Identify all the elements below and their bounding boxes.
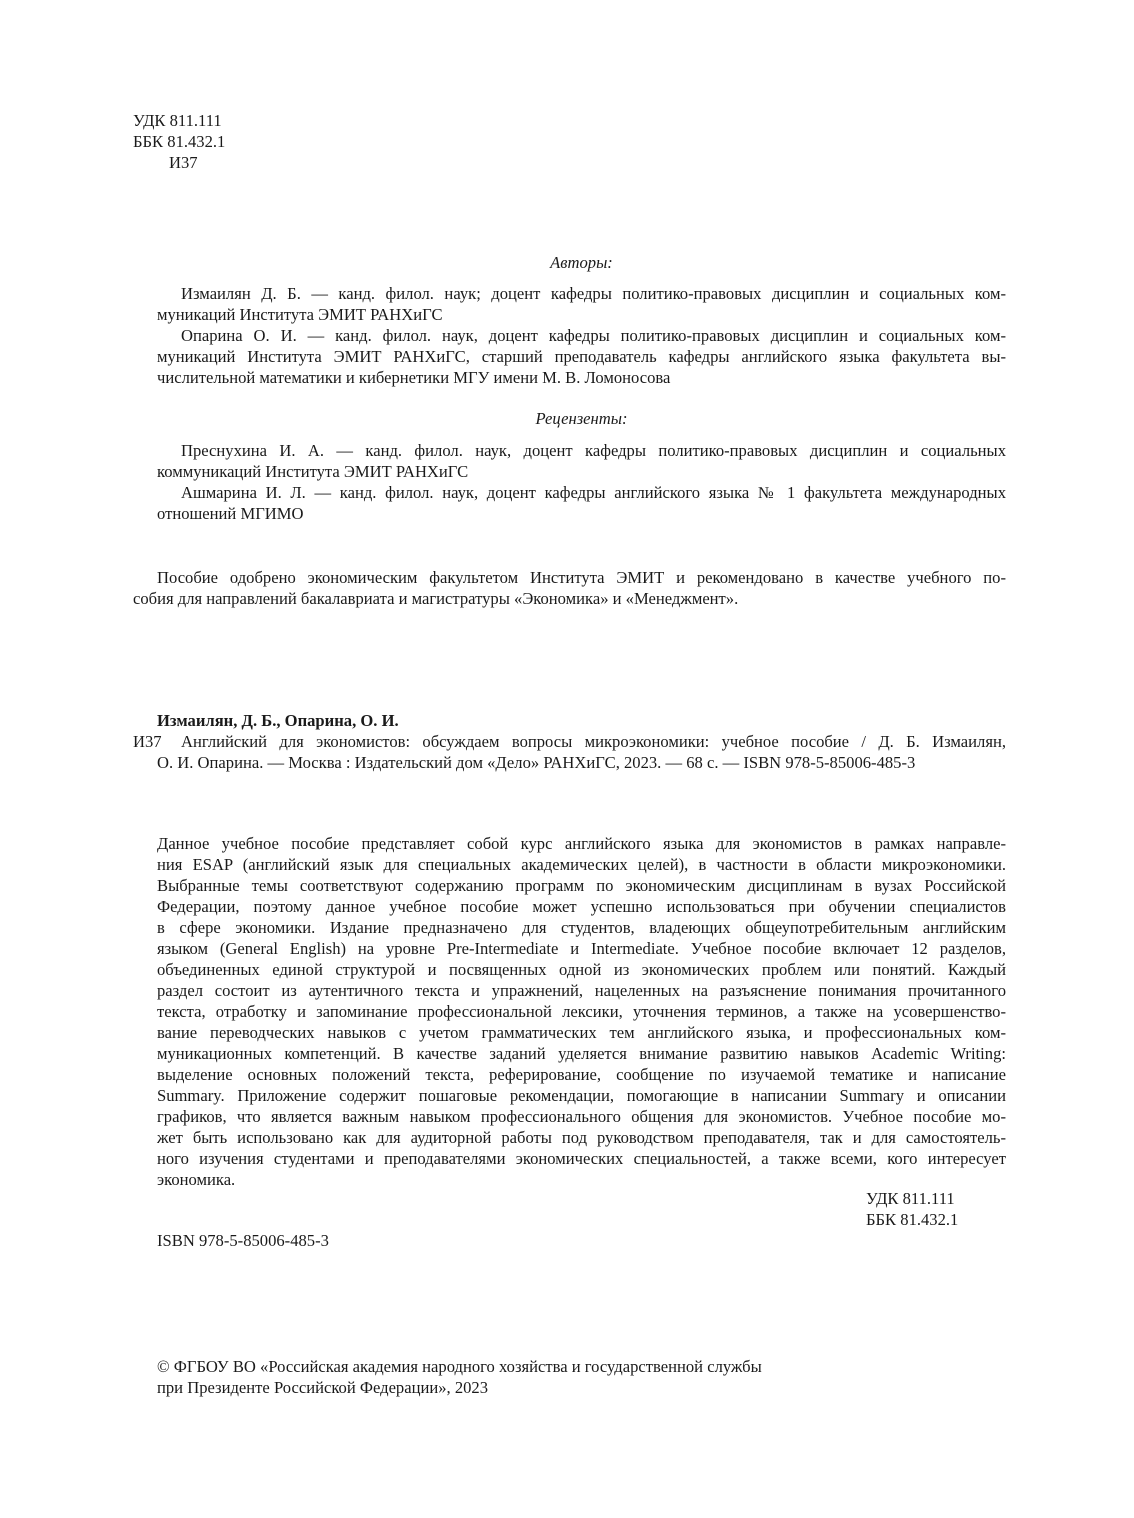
approval-line: собия для направлений бакалавриата и магистратуры «Экономика» и «Менеджмент». (133, 589, 739, 608)
author-entry-line: Измаилян Д. Б. — канд. филол. наук; доцент кафедры политико-правовых дисциплин и социальных ком- (181, 284, 1006, 303)
reviewer-entry (157, 440, 1006, 482)
copyright-line: © ФГБОУ ВО «Российская академия народного хозяйства и государственной службы (157, 1357, 762, 1376)
udk-code: УДК 811.111 (133, 111, 222, 130)
author-entry-line: муникаций Института ЭМИТ РАНХиГС (157, 305, 443, 324)
abstract-line: текста, отработку и запоминание профессиональной лексики, уточнения терминов, а также на усовершенство- (157, 1002, 1006, 1021)
bibliographic-authors: Измаилян, Д. Б., Опарина, О. И. (157, 711, 399, 730)
bibliographic-mark: И37 (133, 732, 162, 751)
reviewer-entry-line: Ашмарина И. Л. — канд. филол. наук, доцент кафедры английского языка № 1 факультета международных (181, 483, 1006, 502)
reviewer-entry-line: отношений МГИМО (157, 504, 304, 523)
isbn: ISBN 978-5-85006-485-3 (157, 1231, 329, 1250)
bibliographic-record (157, 731, 1006, 773)
bibliographic-line: Английский для экономистов: обсуждаем вопросы микроэкономики: учебное пособие / Д. Б. Измаилян, (181, 732, 1006, 751)
abstract-line: экономика. (157, 1170, 236, 1189)
abstract-line: жет быть использовано как для аудиторной работы под руководством преподавателя, так и для самостоятель- (157, 1128, 1006, 1147)
footer-udk-code: УДК 811.111 (866, 1189, 955, 1208)
abstract-line: ния ESAP (английский язык для специальных академических целей), в частности в области микроэкономики. (157, 855, 1006, 874)
classification-block (133, 110, 333, 173)
abstract-line: графиков, что является важным навыком профессионального общения для экономистов. Учебное пособие мо- (157, 1107, 1006, 1126)
abstract-line: Федерации, поэтому данное учебное пособие может успешно использоваться при обучении специалистов (157, 897, 1006, 916)
abstract-line: выделение основных положений текста, реферирование, сообщение по изучаемой тематике и написание (157, 1065, 1006, 1084)
reviewer-entry-line: Преснухина И. А. — канд. филол. наук, доцент кафедры политико-правовых дисциплин и социальных (181, 441, 1006, 460)
abstract-line: Данное учебное пособие представляет собой курс английского языка для экономистов в рамках направле- (157, 834, 1006, 853)
footer-classification (866, 1188, 1006, 1230)
reviewer-entry-line: коммуникаций Института ЭМИТ РАНХиГС (157, 462, 469, 481)
abstract-line: муникационных компетенций. В качестве заданий уделяется внимание развитию навыков Academic Writing: (157, 1044, 1006, 1063)
abstract-line: раздел состоит из аутентичного текста и упражнений, нацеленных на разъяснение понимания прочитанного (157, 981, 1006, 1000)
author-mark: И37 (169, 153, 198, 172)
abstract-line: Выбранные темы соответствуют содержанию программ по экономическим дисциплинам в вузах Российской (157, 876, 1006, 895)
approval-note (133, 567, 1006, 609)
author-entry (157, 325, 1006, 388)
abstract-line: ного изучения студентами и преподавателями экономических специальностей, а также всеми, кого интересует (157, 1149, 1006, 1168)
abstract-line: объединенных единой структурой и посвященных одной из экономических проблем или понятий. Каждый (157, 960, 1006, 979)
author-entry-line: Опарина О. И. — канд. филол. наук, доцент кафедры политико-правовых дисциплин и социальных ком- (181, 326, 1006, 345)
author-entry (157, 283, 1006, 325)
bibliographic-line: О. И. Опарина. — Москва : Издательский дом «Дело» РАНХиГС, 2023. — 68 с. — ISBN 978-5-85006-485-3 (157, 753, 916, 772)
abstract-line: Summary. Приложение содержит пошаговые рекомендации, помогающие в написании Summary и описании (157, 1086, 1006, 1105)
abstract (157, 833, 1006, 1190)
copyright-line: при Президенте Российской Федерации», 2023 (157, 1378, 489, 1397)
authors-heading: Авторы: (550, 253, 613, 272)
author-entry-line: числительной математики и кибернетики МГУ имени М. В. Ломоносова (157, 368, 671, 387)
footer-bbk-code: ББК 81.432.1 (866, 1210, 959, 1229)
reviewers-list (157, 440, 1006, 524)
authors-list (157, 283, 1006, 388)
bbk-code: ББК 81.432.1 (133, 132, 226, 151)
reviewers-heading: Рецензенты: (535, 409, 628, 428)
abstract-line: в сфере экономики. Издание предназначено для студентов, владеющих общеупотребительным английским (157, 918, 1006, 937)
approval-line: Пособие одобрено экономическим факультетом Института ЭМИТ и рекомендовано в качестве учебного по- (157, 568, 1006, 587)
abstract-line: языком (General English) на уровне Pre-Intermediate и Intermediate. Учебное пособие включает 12 разделов, (157, 939, 1006, 958)
author-entry-line: муникаций Института ЭМИТ РАНХиГС, старший преподаватель кафедры английского языка факультета вы- (157, 347, 1006, 366)
reviewer-entry (157, 482, 1006, 524)
copyright (157, 1356, 1006, 1398)
abstract-line: вание переводческих навыков с учетом грамматических тем английского языка, и профессиональных ком- (157, 1023, 1006, 1042)
